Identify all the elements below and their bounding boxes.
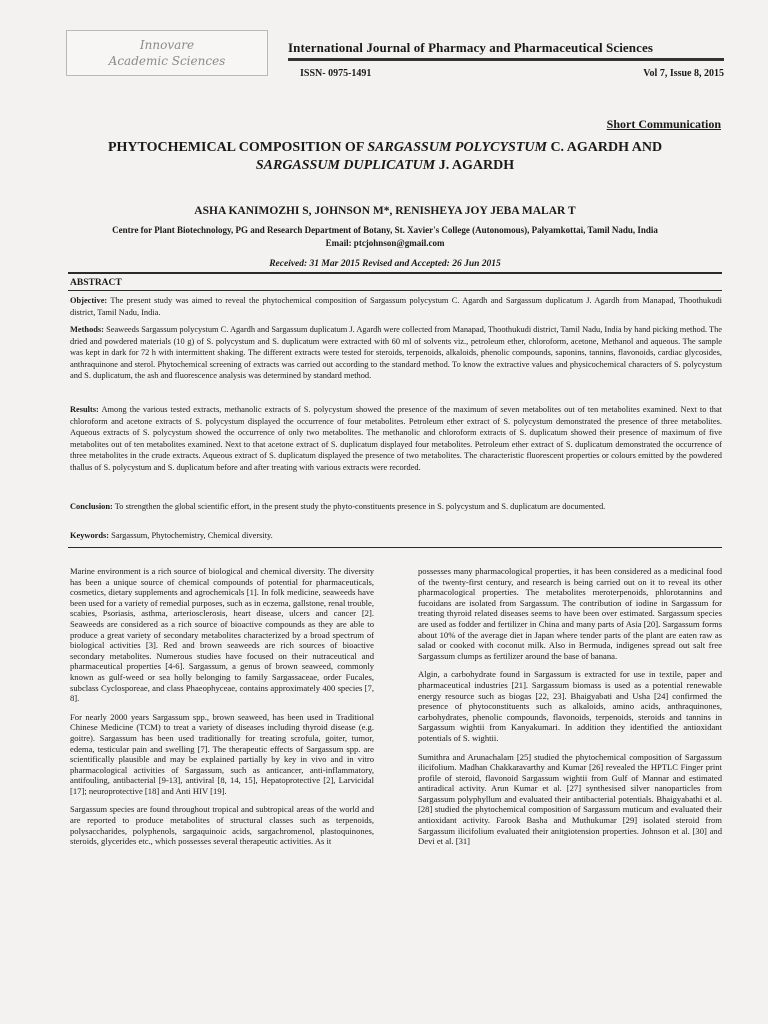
conclusion-label: Conclusion: [70, 502, 113, 511]
body-paragraph: For nearly 2000 years Sargassum spp., brown seaweed, has been used in Traditional Chinese Medicine (TCM) to treat a variety of diseases including thyroid disease (e.g. goitre). Sargassum has been used traditionally for treating scrofula, goiter, tumor, edema, testicular pain and swelling [7]. The therapeutic effects of Sargassum spp. are scientifically plausible and may be explained partially by key in vivo and in vitro pharmacological activities of Sargassum, such as anticancer, anti-inflammatory, antifouling, antibacterial [9-13], antiviral [8, 14, 15], Hepatoprotective [2], Larvicidal [17]; neuroprotective [18] and Anti HIV [19]. [70, 711, 374, 796]
objective-text: The present study was aimed to reveal the phytochemical composition of Sargassum polycystum C. Agardh and Sargassum duplicatum J. Agardh from Manapad, Thoothukudi district, Tamil Nadu, India. [70, 296, 722, 317]
logo-line2: Academic Sciences [108, 54, 226, 68]
email[interactable]: Email: ptcjohnson@gmail.com [325, 238, 445, 248]
title-part3: J. AGARDH [435, 158, 515, 173]
objective-label: Objective: [70, 296, 108, 305]
body-left-column [70, 566, 374, 855]
title-part1: PHYTOCHEMICAL COMPOSITION OF [107, 140, 368, 155]
methods-text: Seaweeds Sargassum polycystum C. Agardh and Sargassum duplicatum J. Agardh were collected from Manapad, Thoothukudi district, Tamil Nadu, India by hand picking method. The dried and powdered materials (10 g) of S. polycystum and S. duplicatum were extracted with 60 ml of solvents viz., petroleum ether, chloroform, acetone, Methanol and aqueous. The sample was kept in dark for 72 h with intermittent shaking. The different extracts were tested for steroids, terpenoids, alkaloids, phenolic compounds, saponins, tannins, flavonoids, cardiac glycosides, anthraquinone and sterol. Phytochemical screening of extracts was carried out according to the standard method. To know the extractive values and physicochemical characters of S. polycystum and S. duplicatum, the ash and fluorescence analysis was determined by standard method. [70, 325, 722, 380]
header-rule [288, 58, 724, 61]
body-paragraph: Sumithra and Arunachalam [25] studied the phytochemical composition of Sargassum ilicifolium. Madhan Chakkaravarthy and Kumar [26] revealed the HPTLC Finger print profile of steroid, flavonoid Sargassum wightii from Gulf of Mannar and estimated antiradical activity. Arun Kumar et al. [27] synthesised silver nanoparticles from Sargassum polyphyllum and evaluated their antibacterial potentials. Bhaigyabathi et al. [28] studied the phytochemical composition of Sargassum muticum and evaluated their antioxidant activity. Farook Basha and Muthukumar [29] isolated steroid from Sargassum ilicifolium evaluated their anitgiotension properties. Johnson et al. [30] and Devi et al. [31] [418, 751, 722, 847]
keywords [70, 530, 722, 542]
title-part2: C. AGARDH AND [546, 140, 663, 155]
abstract-conclusion [70, 501, 722, 513]
abstract-heading-rule [68, 290, 722, 291]
body-paragraph: possesses many pharmacological properties, it has been considered as a medicinal food of the twenty-first century, and research is being carried out on it to reveal its other pharmacological properties. The metabolites meroterpenoids, phlorotannins and fucoidans are isolated from Sargassum. The contribution of iodine in Sargassum for treating thyroid related diseases seems to have been over estimated. Sargassum species are used as fodder and fertilizer in China and many parts of Asia [20]. Sargassum forms about 10% of the average diet in Japan where tender parts of the plant are eaten raw as salad or cooked with coconut milk. Also in Bermuda, indigenes spread out salt free Sargassum clumps as fertilizer around the base of banana. [418, 566, 722, 661]
title-species1: SARGASSUM POLYCYSTUM [367, 140, 547, 155]
results-label: Results: [70, 405, 99, 414]
article-type: Short Communication [606, 117, 721, 131]
keywords-label: Keywords: [70, 531, 110, 540]
abstract-bottom-rule [68, 547, 722, 548]
abstract-methods [70, 324, 722, 382]
journal-name: International Journal of Pharmacy and Pharmaceutical Sciences [288, 40, 654, 55]
issn: ISSN- 0975-1491 [300, 68, 372, 79]
body-right-column [418, 566, 722, 855]
volume-issue: Vol 7, Issue 8, 2015 [643, 68, 724, 79]
results-text: Among the various tested extracts, methanolic extracts of S. polycystum showed the presence of the maximum of seven metabolites out of ten metabolites examined. Next to that chloroform and acetone extracts of S. polycystum displayed the occurrence of four metabolites. Petroleum ether extract of S. polycystum demonstrated the presence of three metabolites. Aqueous extracts of S. polycystum showed the occurrence of only two metabolites. The methanolic and chloroform extracts of S. duplicatum showed their presence of maximum of five metabolites out of ten metabolites examined. Next to that acetone extract of S. duplicatum displayed four metabolites. Petroleum ether extract of S. duplicatum demonstrated the occurrence of three metabolites in the crude extracts. Aqueous extract of S. duplicatum displayed the presence of two metabolites. The characteristic fluorescent properties or colours emitted by the powdered thallus of S. polycystum and S. duplicatum before and after treating with various extracts were recorded. [70, 405, 722, 472]
authors: ASHA KANIMOZHI S, JOHNSON M*, RENISHEYA JOY JEBA MALAR T [194, 205, 576, 217]
received-date: Received: 31 Mar 2015 Revised and Accepted: 26 Jun 2015 [269, 259, 501, 269]
abstract-results [70, 404, 722, 473]
affiliation: Centre for Plant Biotechnology, PG and Research Department of Botany, St. Xavier's College (Autonomous), Palyamkottai, Tamil Nadu, India [112, 225, 658, 235]
body-paragraph: Sargassum species are found throughout tropical and subtropical areas of the world and are reported to produce metabolites of structural classes such as terpenoids, polysaccharides, polyphenols, sargaquinoic acids, sargachromenol, plastoquinones, steroids, glycerides etc., which possesses several therapeutic activities. As it [70, 804, 374, 847]
affiliation-block [70, 224, 700, 250]
body-paragraph: Marine environment is a rich source of biological and chemical diversity. The diversity has been a unique source of chemical compounds of potential for pharmaceuticals, cosmetics, dietary supplements and agrochemicals [1]. In folk medicine, seaweeds have been used for a variety of remedial purposes, such as in eczema, gallstone, renal trouble, scabies, Psoriasis, asthma, arteriosclerosis, heart disease, ulcers and cancer [2]. Seaweeds are considered as a rich source of bioactive compounds as they are able to produce a great variety of secondary metabolites characterized by a broad spectrum of biological activities [3]. Red and brown seaweeds are rich sources of bioactive secondary metabolites. Numerous studies have focused on their nutraceutical and pharmaceutical properties [4-6]. Sargassum, a genus of brown seaweed, commonly known as gulf-weed or sea holly belonging to family Sargassaceae, order Fucales, subclass Cyclosporeae, and class Phaeophyceae, contains approximately 400 species [7, 8]. [70, 566, 375, 704]
abstract-top-rule [68, 272, 722, 274]
title-species2: SARGASSUM DUPLICATUM [255, 158, 436, 173]
abstract-heading: ABSTRACT [70, 278, 122, 288]
abstract-objective [70, 295, 722, 318]
methods-label: Methods: [70, 325, 104, 334]
article-title [70, 139, 700, 175]
publisher-logo [66, 30, 268, 76]
body-paragraph: Algin, a carbohydrate found in Sargassum is extracted for use in textile, paper and pharmaceutical industries [21]. Sargassum biomass is used as a potential renewable energy resource such as biogas [22, 23]. Bhaigyabati and Usha [24] confirmed the presence of phytoconstituents such as alkaloids, amino acids, anthraquinones, carbohydrates, phenolic compounds, flavonoids, terpenoids, steroids and tannins in Sargassum wightii from Kanyakumari. In addition they identified the antioxidant potentials of S. wightii. [418, 669, 722, 743]
logo-line1: Innovare [139, 38, 195, 52]
keywords-text: Sargassum, Phytochemistry, Chemical diversity. [109, 531, 273, 540]
conclusion-text: To strengthen the global scientific effort, in the present study the phyto-constituents presence in S. polycystum and S. duplicatum are documented. [112, 502, 606, 511]
